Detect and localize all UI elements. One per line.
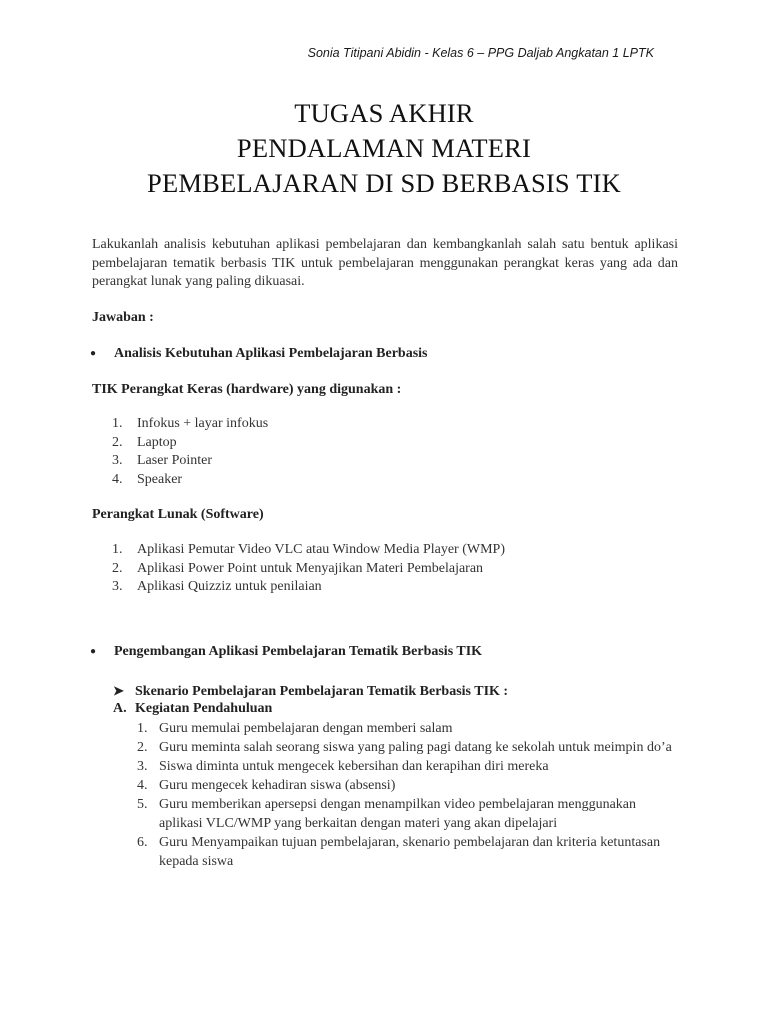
introduction-steps-list (137, 719, 677, 871)
list-item: 5. Guru memberikan apersepsi dengan menampilkan video pembelajaran menggunakan aplikasi VLC/WMP yang berkaitan dengan materi yang akan dipelajari (137, 797, 636, 831)
list-item: 2. Laptop (112, 434, 177, 450)
list-item: 6. Guru Menyampaikan tujuan pembelajaran, skenario pembelajaran dan kriteria ketuntasan kepada siswa (137, 835, 661, 869)
bullet-icon: ● (90, 348, 97, 359)
title-line-2: PENDALAMAN MATERI (236, 133, 532, 163)
list-item: 1. Aplikasi Pemutar Video VLC atau Window Media Player (WMP) (112, 542, 505, 557)
list-item: 3. Siswa diminta untuk mengecek kebersihan dan kerapihan diri mereka (137, 759, 549, 774)
section1-heading-text: Analisis Kebutuhan Aplikasi Pembelajaran Berbasis (114, 346, 428, 361)
document-title (80, 96, 688, 201)
header-author-note: Sonia Titipani Abidin - Kelas 6 – PPG Daljab Angkatan 1 LPTK (307, 46, 654, 60)
title-line-3: PEMBELAJARAN DI SD BERBASIS TIK (147, 168, 621, 198)
scenario-heading-text: Skenario Pembelajaran Pembelajaran Tematik Berbasis TIK : (135, 684, 509, 699)
list-item: 4. Speaker (112, 471, 183, 487)
list-item: 2. Guru meminta salah seorang siswa yang paling pagi datang ke sekolah untuk meimpin do’a (137, 740, 672, 755)
part-a-heading (113, 700, 272, 719)
list-item: 3. Aplikasi Quizziz untuk penilaian (112, 579, 322, 594)
list-item: 2. Aplikasi Power Point untuk Menyajikan Materi Pembelajaran (112, 560, 484, 576)
scenario-heading (113, 682, 508, 702)
list-item: 4. Guru mengecek kehadiran siswa (absensi) (137, 778, 396, 793)
task-instruction: Lakukanlah analisis kebutuhan aplikasi pembelajaran dan kembangkanlah salah satu bentuk aplikasi pembelajaran tematik berbasis TIK untuk pembelajaran menggunakan perangkat keras yang ada dan perangkat lunak yang paling dikuasai. (92, 237, 678, 289)
software-heading: Perangkat Lunak (Software) (92, 507, 264, 522)
hardware-heading: TIK Perangkat Keras (hardware) yang digunakan : (92, 382, 402, 397)
list-item: 3. Laser Pointer (112, 453, 213, 468)
software-list (112, 541, 505, 597)
hardware-list (112, 415, 268, 489)
list-item: 1. Guru memulai pembelajaran dengan memberi salam (137, 721, 453, 736)
bullet-icon: ● (90, 646, 97, 657)
list-item: 1. Infokus + layar infokus (112, 416, 269, 431)
title-line-1: TUGAS AKHIR (294, 98, 474, 128)
part-a-letter: A. (113, 701, 127, 716)
part-a-title: Kegiatan Pendahuluan (135, 701, 273, 716)
answer-label: Jawaban : (92, 310, 154, 325)
section2-heading-text: Pengembangan Aplikasi Pembelajaran Tematik Berbasis TIK (114, 644, 483, 659)
arrow-bullet-icon: ➤ (113, 683, 124, 698)
